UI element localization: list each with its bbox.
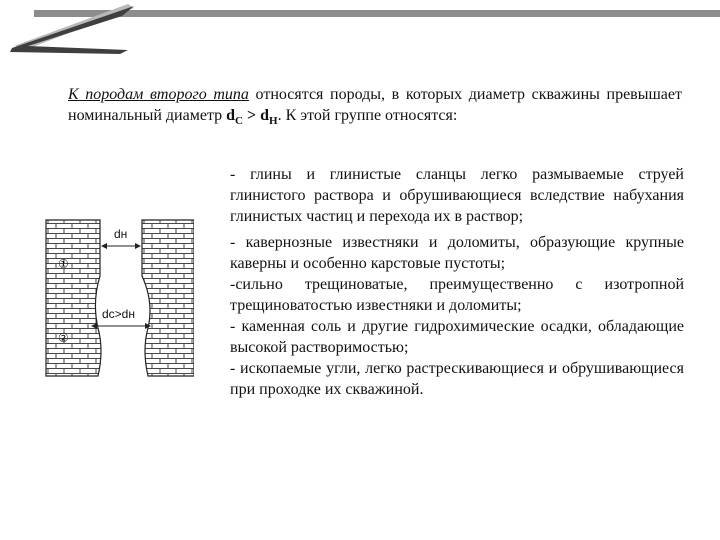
header-line-bar xyxy=(34,10,720,17)
list-item: - ископаемые угли, легко растрескивающиеся и обрушивающиеся при проходке их скважиной. xyxy=(230,360,684,398)
zone-mark-2: ② xyxy=(58,331,69,345)
intro-lead: К породам второго типа xyxy=(68,86,249,103)
dh-letter: d xyxy=(260,107,270,124)
intro-text-1: относятся породы, в которых диаметр скважины превышает номинальный диаметр xyxy=(68,86,682,124)
dh-symbol xyxy=(260,107,278,128)
dc-letter: d xyxy=(226,107,236,124)
header-decoration xyxy=(0,0,720,70)
list-item: - каменная соль и другие гидрохимические осадки, обладающие высокой растворимостью; xyxy=(230,318,684,356)
list-item: -сильно трещиноватые, преимущественно с изотропной трещиноватостью известняки и доломиты; xyxy=(230,276,684,314)
dc-subscript: С xyxy=(235,115,243,128)
label-dc-gt-dn: dс>dн xyxy=(102,307,135,321)
right-rock-wall xyxy=(142,220,194,376)
intro-text-2: . К этой группе относятся: xyxy=(277,107,458,124)
gt-symbol: > xyxy=(242,107,261,124)
borehole-diagram xyxy=(44,218,194,378)
zone-mark-1: ① xyxy=(58,257,69,271)
dn-arrowhead-left xyxy=(101,243,107,249)
left-rock-wall xyxy=(46,220,101,376)
dh-subscript: Н xyxy=(269,115,278,128)
dc-symbol xyxy=(226,107,243,128)
intro-paragraph xyxy=(68,84,682,132)
rock-types-list xyxy=(230,164,684,400)
label-dn: dн xyxy=(114,227,128,241)
list-item: - глины и глинистые сланцы легко размываемые струей глинистого раствора и обрушивающиеся вследствие набухания глинистых частиц и перехода их в раствор; xyxy=(230,166,684,225)
dn-arrowhead-right xyxy=(135,243,141,249)
list-item: - кавернозные известняки и доломиты, образующие крупные каверны и особенно карстовые пустоты; xyxy=(230,234,684,272)
